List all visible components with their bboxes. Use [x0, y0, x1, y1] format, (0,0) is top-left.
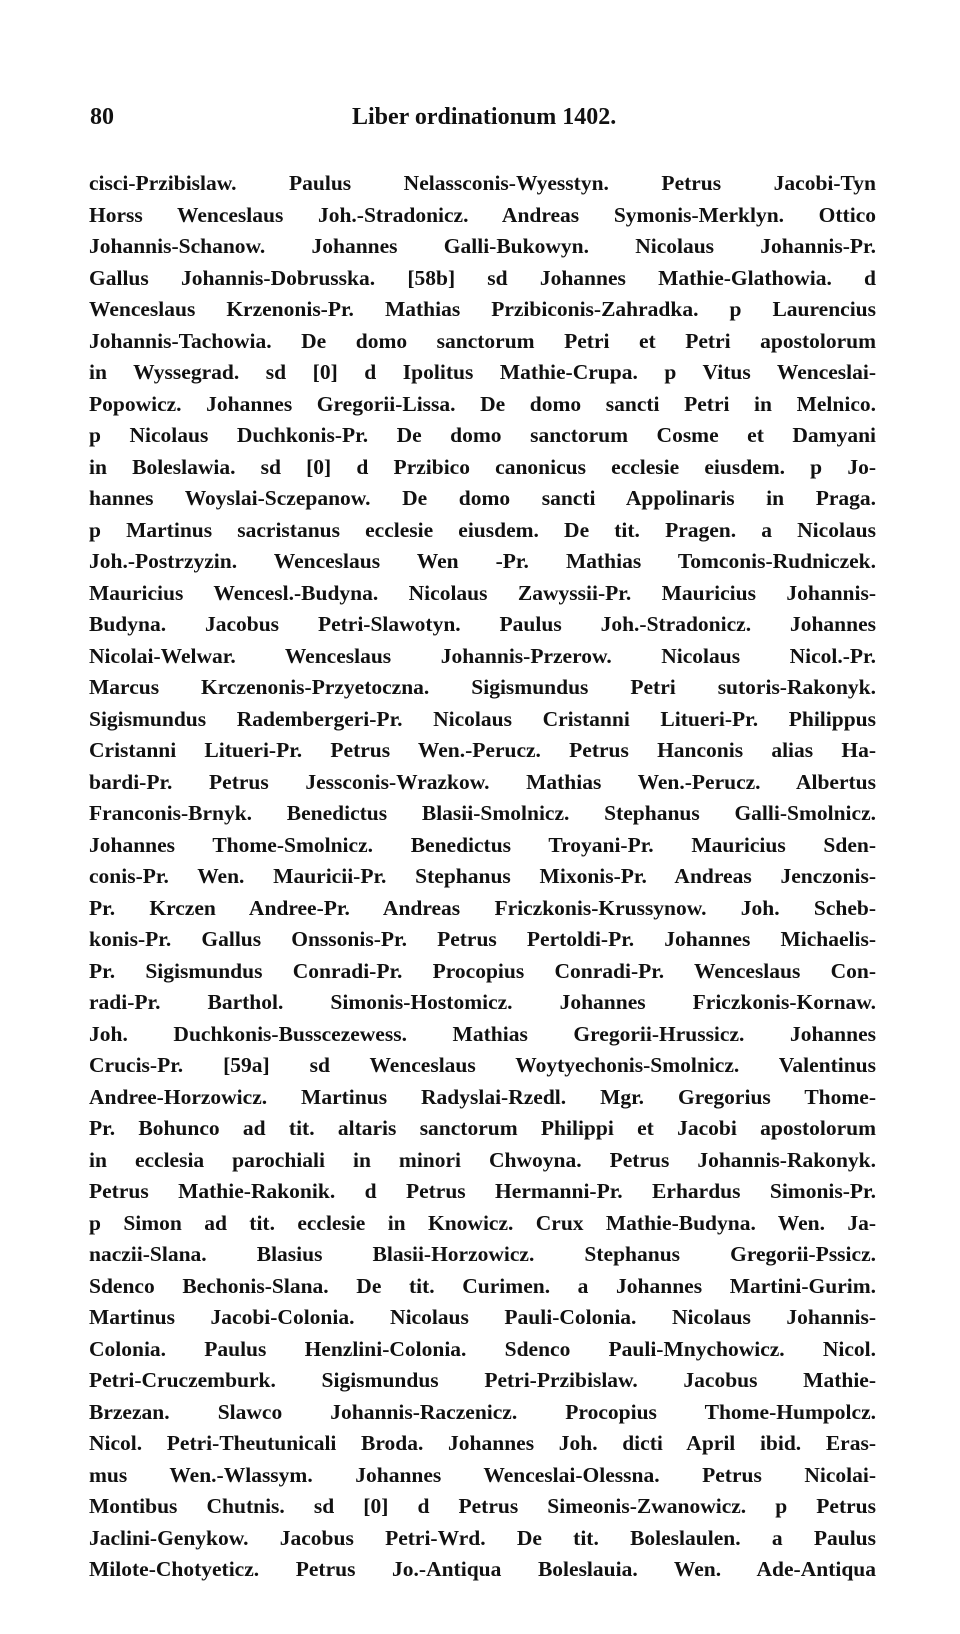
text-line: Joh. Duchkonis-Busscezewess. Mathias Gregorii-Hrussicz. Johannes [89, 1021, 876, 1046]
text-line: Pr. Bohunco ad tit. altaris sanctorum Philippi et Jacobi apostolorum [89, 1116, 876, 1140]
text-line: Crucis-Pr. [59a] sd Wenceslaus Woytyechonis-Smolnicz. Valentinus [89, 1053, 876, 1077]
text-line: Nicol. Petri-Theutunicali Broda. Johannes Joh. dicti April ibid. Eras- [89, 1431, 876, 1455]
text-line: Sigismundus Radembergeri-Pr. Nicolaus Cristanni Litueri-Pr. Philippus [89, 706, 876, 731]
text-line: radi-Pr. Barthol. Simonis-Hostomicz. Johannes Friczkonis-Kornaw. [89, 990, 876, 1014]
text-line: Andree-Horzowicz. Martinus Radyslai-Rzedl. Mgr. Gregorius Thome- [89, 1084, 876, 1109]
text-line: p Simon ad tit. ecclesie in Knowicz. Crux Mathie-Budyna. Wen. Ja- [89, 1210, 876, 1235]
text-line: p Martinus sacristanus ecclesie eiusdem. De tit. Pragen. a Nicolaus [89, 517, 876, 542]
text-line: hannes Woyslai-Sczepanow. De domo sancti Appolinaris in Praga. [89, 486, 876, 510]
text-line: Johannes Thome-Smolnicz. Benedictus Troyani-Pr. Mauricius Sden- [89, 832, 876, 857]
text-line: Joh.-Postrzyzin. Wenceslaus Wen -Pr. Mathias Tomconis-Rudniczek. [89, 549, 876, 573]
text-line: Budyna. Jacobus Petri-Slawotyn. Paulus Joh.-Stradonicz. Johannes [89, 612, 876, 636]
text-line: Popowicz. Johannes Gregorii-Lissa. De domo sancti Petri in Melnico. [89, 391, 876, 416]
text-line: bardi-Pr. Petrus Jessconis-Wrazkow. Mathias Wen.-Perucz. Albertus [89, 769, 876, 794]
text-line: in ecclesia parochiali in minori Chwoyna. Petrus Johannis-Rakonyk. [89, 1147, 876, 1172]
text-line: cisci-Przibislaw. Paulus Nelassconis-Wyesstyn. Petrus Jacobi-Tyn [89, 171, 876, 195]
page-number: 80 [90, 104, 114, 130]
text-line: Petri-Cruczemburk. Sigismundus Petri-Przibislaw. Jacobus Mathie- [89, 1368, 876, 1392]
text-line: Pr. Krczen Andree-Pr. Andreas Friczkonis-Krussynow. Joh. Scheb- [89, 895, 876, 920]
text-line: Montibus Chutnis. sd [0] d Petrus Simeonis-Zwanowicz. p Petrus [89, 1494, 876, 1518]
text-line: Johannis-Schanow. Johannes Galli-Bukowyn. Nicolaus Johannis-Pr. [89, 234, 876, 258]
text-line: mus Wen.-Wlassym. Johannes Wenceslai-Olessna. Petrus Nicolai- [89, 1462, 876, 1487]
text-line: p Nicolaus Duchkonis-Pr. De domo sanctorum Cosme et Damyani [89, 423, 876, 447]
text-line: conis-Pr. Wen. Mauricii-Pr. Stephanus Mixonis-Pr. Andreas Jenczonis- [89, 864, 876, 888]
text-line: Martinus Jacobi-Colonia. Nicolaus Pauli-Colonia. Nicolaus Johannis- [89, 1305, 876, 1329]
text-line: in Boleslawia. sd [0] d Przibico canonicus ecclesie eiusdem. p Jo- [89, 454, 876, 479]
text-line: Brzezan. Slawco Johannis-Raczenicz. Procopius Thome-Humpolcz. [89, 1399, 876, 1424]
ordination-list-text [89, 168, 876, 1586]
text-line: Gallus Johannis-Dobrusska. [58b] sd Johannes Mathie-Glathowia. d [89, 265, 876, 290]
text-line: Marcus Krczenonis-Przyetoczna. Sigismundus Petri sutoris-Rakonyk. [89, 675, 876, 699]
text-line: Horss Wenceslaus Joh.-Stradonicz. Andreas Symonis-Merklyn. Ottico [89, 202, 876, 227]
text-line: in Wyssegrad. sd [0] d Ipolitus Mathie-Crupa. p Vitus Wenceslai- [89, 360, 876, 384]
text-line: Sdenco Bechonis-Slana. De tit. Curimen. a Johannes Martini-Gurim. [89, 1273, 876, 1298]
running-title: Liber ordinationum 1402. [352, 104, 617, 130]
text-line: Nicolai-Welwar. Wenceslaus Johannis-Przerow. Nicolaus Nicol.-Pr. [89, 643, 876, 668]
text-line: Johannis-Tachowia. De domo sanctorum Petri et Petri apostolorum [89, 328, 876, 353]
text-line: Mauricius Wencesl.-Budyna. Nicolaus Zawyssii-Pr. Mauricius Johannis- [89, 580, 876, 605]
page-header [90, 104, 870, 134]
text-line: Petrus Mathie-Rakonik. d Petrus Hermanni-Pr. Erhardus Simonis-Pr. [89, 1179, 876, 1203]
text-line: konis-Pr. Gallus Onssonis-Pr. Petrus Pertoldi-Pr. Johannes Michaelis- [89, 927, 876, 951]
text-line: Milote-Chotyeticz. Petrus Jo.-Antiqua Boleslauia. Wen. Ade-Antiqua [89, 1557, 876, 1581]
text-line: Colonia. Paulus Henzlini-Colonia. Sdenco Pauli-Mnychowicz. Nicol. [89, 1336, 876, 1361]
text-line: Cristanni Litueri-Pr. Petrus Wen.-Perucz. Petrus Hanconis alias Ha- [89, 738, 876, 762]
text-line: Wenceslaus Krzenonis-Pr. Mathias Przibiconis-Zahradka. p Laurencius [89, 297, 876, 321]
text-line: Franconis-Brnyk. Benedictus Blasii-Smolnicz. Stephanus Galli-Smolnicz. [89, 801, 876, 825]
text-line: Pr. Sigismundus Conradi-Pr. Procopius Conradi-Pr. Wenceslaus Con- [89, 958, 876, 983]
text-line: Jaclini-Genykow. Jacobus Petri-Wrd. De tit. Boleslaulen. a Paulus [89, 1525, 876, 1550]
text-line: naczii-Slana. Blasius Blasii-Horzowicz. Stephanus Gregorii-Pssicz. [89, 1242, 876, 1266]
